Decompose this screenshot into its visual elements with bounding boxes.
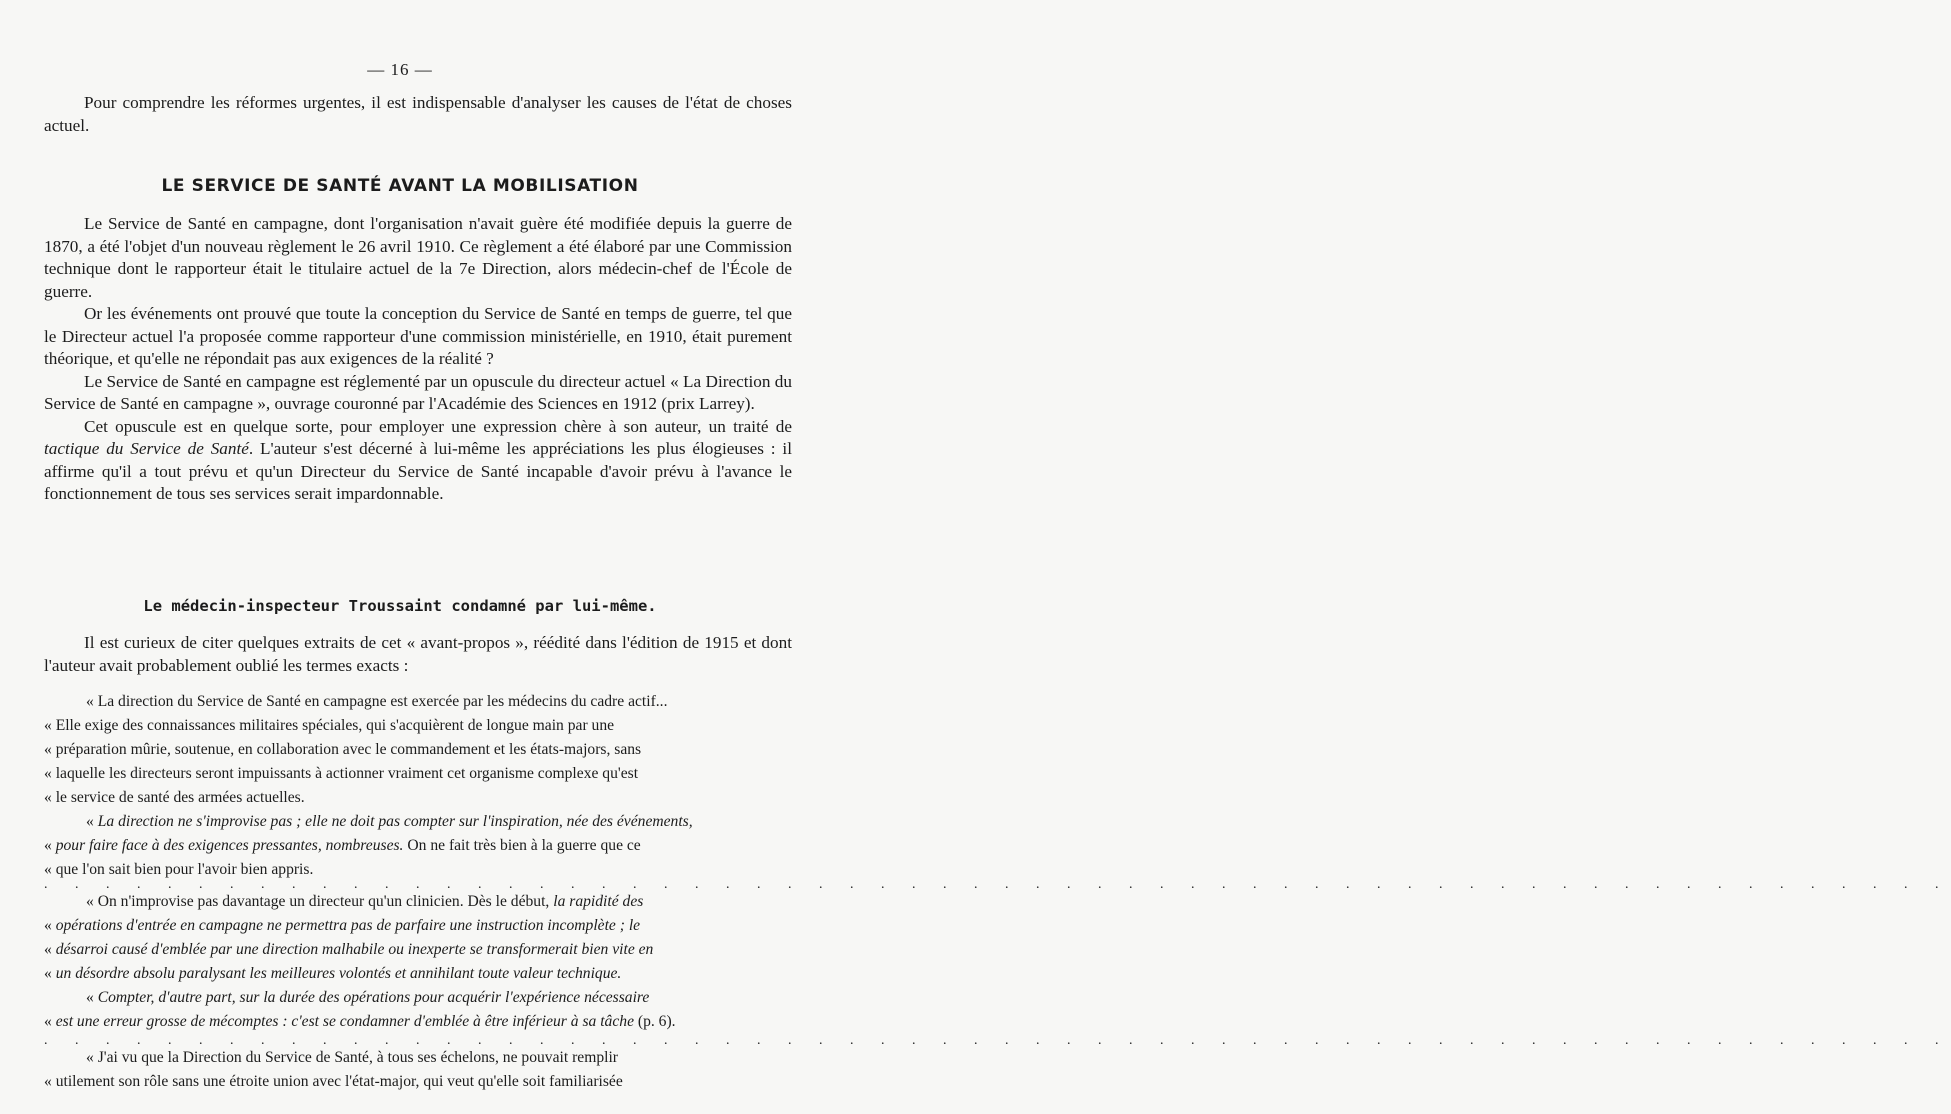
quote3-line-2 (44, 914, 796, 938)
quote3-line-1 (44, 890, 796, 914)
quote-block-2 (44, 810, 796, 882)
intro-text: Pour comprendre les réformes urgentes, il est indispensable d'analyser les causes de l'état de choses actuel. (44, 93, 792, 135)
quote4-line-1: « J'ai vu que la Direction du Service de Santé, à tous ses échelons, ne pouvait remplir (86, 1049, 618, 1066)
subsection-title: Le médecin-inspecteur Troussaint condamné par lui-même. (143, 597, 657, 615)
quote3-line-3 (44, 938, 796, 962)
p4-after: . L'auteur s'est décerné à lui-même les appréciations les plus élogieuses : il affirme qu'il a tout prévu et qu'un Directeur du Service de Santé incapable d'avoir prévu à l'avance le fonctionnement de tous ses services serait impardonnable. (44, 439, 792, 503)
intro-paragraph (44, 92, 792, 137)
quote3-mark-3: « (44, 941, 56, 958)
quote2-italic-1: La direction ne s'improvise pas ; elle ne doit pas compter sur l'inspiration, née des événements, (97, 813, 693, 830)
section-paragraph-2: Or les événements ont prouvé que toute la conception du Service de Santé en temps de guerre, tel que le Directeur actuel l'a proposée comme rapporteur d'une commission ministérielle, en 1910, était purement théorique, et qu'elle ne répondait pas aux exigences de la réalité ? (44, 304, 792, 368)
quote1-line-3: « préparation mûrie, soutenue, en collaboration avec le commandement et les états-majors, sans (44, 741, 642, 758)
quote2-line-1 (44, 810, 796, 834)
quote2-mark-2: « (44, 837, 56, 854)
ellipsis-separator-2: . . . . . . . . . . . . . . . . . . . . . . . . . . . . . . . . . . . . . . . . . . . . . . . . . . . . . . . . . . . . . . (44, 1033, 1951, 1048)
subsection-body (44, 632, 792, 677)
quote2-line-2 (44, 834, 796, 858)
quote3-mark-4: « (44, 965, 56, 982)
quote4-line-2: « utilement son rôle sans une étroite union avec l'état-major, qui veut qu'elle soit familiarisée (44, 1073, 623, 1090)
quote-block-1 (44, 690, 796, 810)
quote2-line-3: « que l'on sait bien pour l'avoir bien appris. (44, 861, 314, 878)
quote3-italic-5: Compter, d'autre part, sur la durée des opérations pour acquérir l'expérience nécessaire (97, 989, 650, 1006)
quote3-line-6 (44, 1010, 796, 1034)
quote3-italic-6: est une erreur grosse de mécomptes : c'est se condamner d'emblée à être inférieur à sa tâche (55, 1013, 634, 1030)
quote2-rest-2: On ne fait très bien à la guerre que ce (403, 837, 641, 854)
quote1-line-1: « La direction du Service de Santé en campagne est exercée par les médecins du cadre actif... (86, 693, 668, 710)
quote1-line-2: « Elle exige des connaissances militaires spéciales, qui s'acquièrent de longue main par une (44, 717, 615, 734)
section-title: LE SERVICE DE SANTÉ AVANT LA MOBILISATION (161, 176, 639, 196)
quote2-mark-1: « (86, 813, 98, 830)
quote3-italic-3: désarroi causé d'emblée par une direction malhabile ou inexperte se transformerait bien vite en (55, 941, 654, 958)
quote-block-4 (44, 1046, 796, 1094)
ellipsis-separator-1: . . . . . . . . . . . . . . . . . . . . . . . . . . . . . . . . . . . . . . . . . . . . . . . . . . . . . . . . . . . . . . (44, 877, 1951, 892)
quote3-line-4 (44, 962, 796, 986)
quote3-italic-2: opérations d'entrée en campagne ne permettra pas de parfaire une instruction incomplète ; le (55, 917, 641, 934)
quote3-mark-2: « (44, 917, 56, 934)
quote2-italic-2: pour faire face à des exigences pressantes, nombreuses. (55, 837, 404, 854)
section-paragraph-3: Le Service de Santé en campagne est réglementé par un opuscule du directeur actuel « La Direction du Service de Santé en campagne », ouvrage couronné par l'Académie des Sciences en 1912 (prix Larrey). (44, 371, 792, 413)
quote1-line-4: « laquelle les directeurs seront impuissants à actionner vraiment cet organisme complexe qu'est (44, 765, 639, 782)
quote3-line-5 (44, 986, 796, 1010)
quote3-mark-6: « (44, 1013, 56, 1030)
page-number: — 16 — (367, 60, 433, 79)
p4-italic: tactique du Service de Santé (44, 439, 249, 458)
subsection-paragraph: Il est curieux de citer quelques extraits de cet « avant-propos », réédité dans l'édition de 1915 et dont l'auteur avait probablement oublié les termes exacts : (44, 633, 792, 675)
section-paragraph-1: Le Service de Santé en campagne, dont l'organisation n'avait guère été modifiée depuis la guerre de 1870, a été l'objet d'un nouveau règlement le 26 avril 1910. Ce règlement a été élaboré par une Commission technique dont le rapporteur était le titulaire actuel de la 7e Direction, alors médecin-chef de l'École de guerre. (44, 214, 792, 301)
quote3-plain-1: « On n'improvise pas davantage un directeur qu'un clinicien. Dès le début, (86, 893, 554, 910)
section-body (44, 213, 792, 506)
p4-before: Cet opuscule est en quelque sorte, pour employer une expression chère à son auteur, un traité de (84, 416, 792, 436)
quote1-line-5: « le service de santé des armées actuelles. (44, 789, 305, 806)
section-paragraph-4 (44, 416, 792, 506)
quote3-italic-1: la rapidité des (553, 893, 644, 910)
quote-block-3 (44, 890, 796, 1034)
quote3-italic-4: un désordre absolu paralysant les meilleures volontés et annihilant toute valeur technique. (55, 965, 622, 982)
quote3-rest-6: (p. 6). (634, 1013, 676, 1030)
quote3-mark-5: « (86, 989, 98, 1006)
